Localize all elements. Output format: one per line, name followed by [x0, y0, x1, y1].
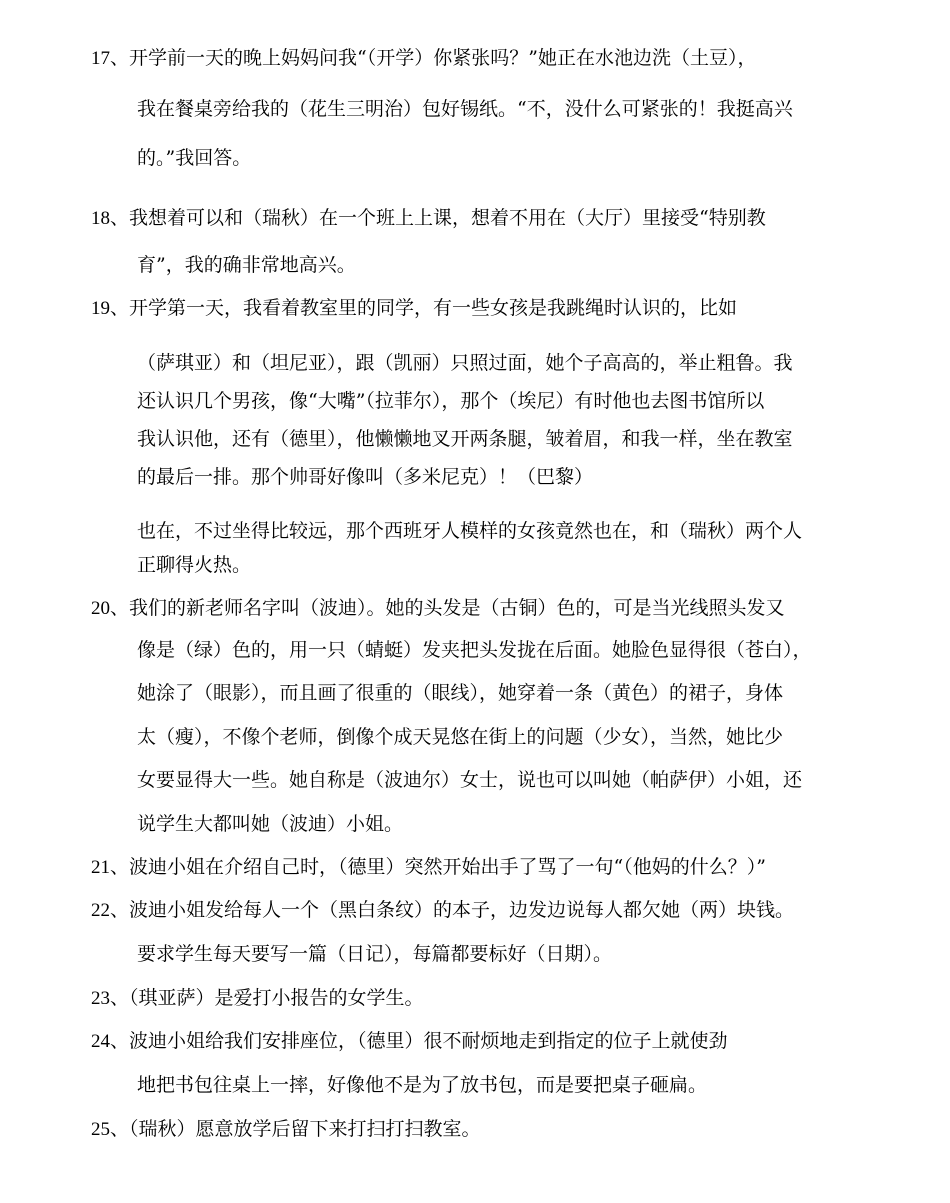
item-text: 我们的新老师名字叫（波迪）。她的头发是（古铜）色的，可是当光线照头发又	[129, 597, 785, 619]
item-20-line-5	[137, 768, 802, 792]
item-19-line-5	[137, 465, 593, 489]
item-number: 17、	[91, 48, 130, 69]
item-24-line-2	[137, 1073, 707, 1097]
item-text: （瑞秋）愿意放学后留下来打扫打扫教室。	[129, 1118, 481, 1140]
item-text: 她涂了（眼影），而且画了很重的（眼线），她穿着一条（黄色）的裙子，身体	[137, 682, 784, 704]
item-text: 我认识他，还有（德里），他懒懒地叉开两条腿，皱着眉，和我一样，坐在教室	[137, 428, 793, 450]
item-text: 波迪小姐给我们安排座位，（德里）很不耐烦地走到指定的位子上就使劲	[129, 1030, 728, 1052]
item-text: 还认识几个男孩，像“大嘴”（拉菲尔），那个（埃尼）有时他也去图书馆所以	[137, 390, 765, 412]
item-17-line-1	[91, 46, 756, 71]
item-text: 正聊得火热。	[137, 554, 252, 576]
item-text: 也在，不过坐得比较远，那个西班牙人模样的女孩竟然也在，和（瑞秋）两个人	[137, 520, 803, 542]
item-text: 太（瘦），不像个老师，倒像个成天晃悠在街上的问题（少女），当然，她比少	[137, 726, 784, 748]
item-number: 20、	[91, 598, 130, 619]
item-number: 23、	[91, 988, 130, 1009]
item-17-line-2	[137, 97, 793, 121]
item-23-line-1	[91, 986, 424, 1011]
item-20-line-3	[137, 681, 783, 705]
item-text: （琪亚萨）是爱打小报告的女学生。	[129, 987, 424, 1009]
item-19-line-2	[137, 351, 793, 375]
item-text: 女要显得大一些。她自称是（波迪尔）女士，说也可以叫她（帕萨伊）小姐，还	[137, 769, 803, 791]
item-19-line-4	[137, 427, 793, 451]
item-20-line-4	[137, 725, 783, 749]
item-number: 25、	[91, 1119, 130, 1140]
item-text: 像是（绿）色的，用一只（蜻蜓）发夹把头发拢在后面。她脸色显得很（苍白），	[137, 639, 812, 661]
item-text: 开学第一天，我看着教室里的同学，有一些女孩是我跳绳时认识的，比如	[129, 297, 738, 319]
item-number: 24、	[91, 1031, 130, 1052]
item-25-line-1	[91, 1117, 481, 1142]
item-number: 18、	[91, 208, 130, 229]
item-17-line-3	[137, 146, 251, 170]
item-21-line-1	[91, 855, 766, 880]
item-text: 开学前一天的晚上妈妈问我“（开学）你紧张吗？”她正在水池边洗（土豆），	[129, 47, 757, 69]
item-18-line-1	[91, 206, 766, 231]
item-24-line-1	[91, 1029, 728, 1054]
item-text: 我想着可以和（瑞秋）在一个班上上课，想着不用在（大厅）里接受“特别教	[129, 207, 766, 229]
item-text: 波迪小姐发给每人一个（黑白条纹）的本子，边发边说每人都欠她（两）块钱。	[129, 899, 795, 921]
item-number: 21、	[91, 857, 130, 878]
item-18-line-2	[137, 253, 356, 277]
item-text: 地把书包往桌上一摔，好像他不是为了放书包，而是要把桌子砸扁。	[137, 1074, 708, 1096]
item-22-line-2	[137, 942, 612, 966]
item-text: （萨琪亚）和（坦尼亚），跟（凯丽）只照过面，她个子高高的，举止粗鲁。我	[137, 352, 793, 374]
item-text: 的。”我回答。	[137, 147, 252, 169]
item-text: 的最后一排。那个帅哥好像叫（多米尼克）！（巴黎）	[137, 466, 594, 488]
item-text: 育”，我的确非常地高兴。	[137, 254, 356, 276]
item-number: 22、	[91, 900, 130, 921]
item-19-line-1	[91, 296, 737, 321]
item-number: 19、	[91, 298, 130, 319]
item-text: 我在餐桌旁给我的（花生三明治）包好锡纸。“不，没什么可紧张的！我挺高兴	[137, 98, 793, 120]
item-22-line-1	[91, 898, 794, 923]
item-19-line-3	[137, 389, 764, 413]
item-text: 说学生大都叫她（波迪）小姐。	[137, 813, 404, 835]
item-text: 要求学生每天要写一篇（日记），每篇都要标好（日期）。	[137, 943, 613, 965]
item-20-line-6	[137, 812, 403, 836]
item-19-line-7	[137, 553, 251, 577]
item-20-line-1	[91, 596, 785, 621]
item-20-line-2	[137, 638, 812, 662]
item-19-line-6	[137, 519, 802, 543]
item-text: 波迪小姐在介绍自己时，（德里）突然开始出手了骂了一句“（他妈的什么？）”	[129, 856, 766, 878]
